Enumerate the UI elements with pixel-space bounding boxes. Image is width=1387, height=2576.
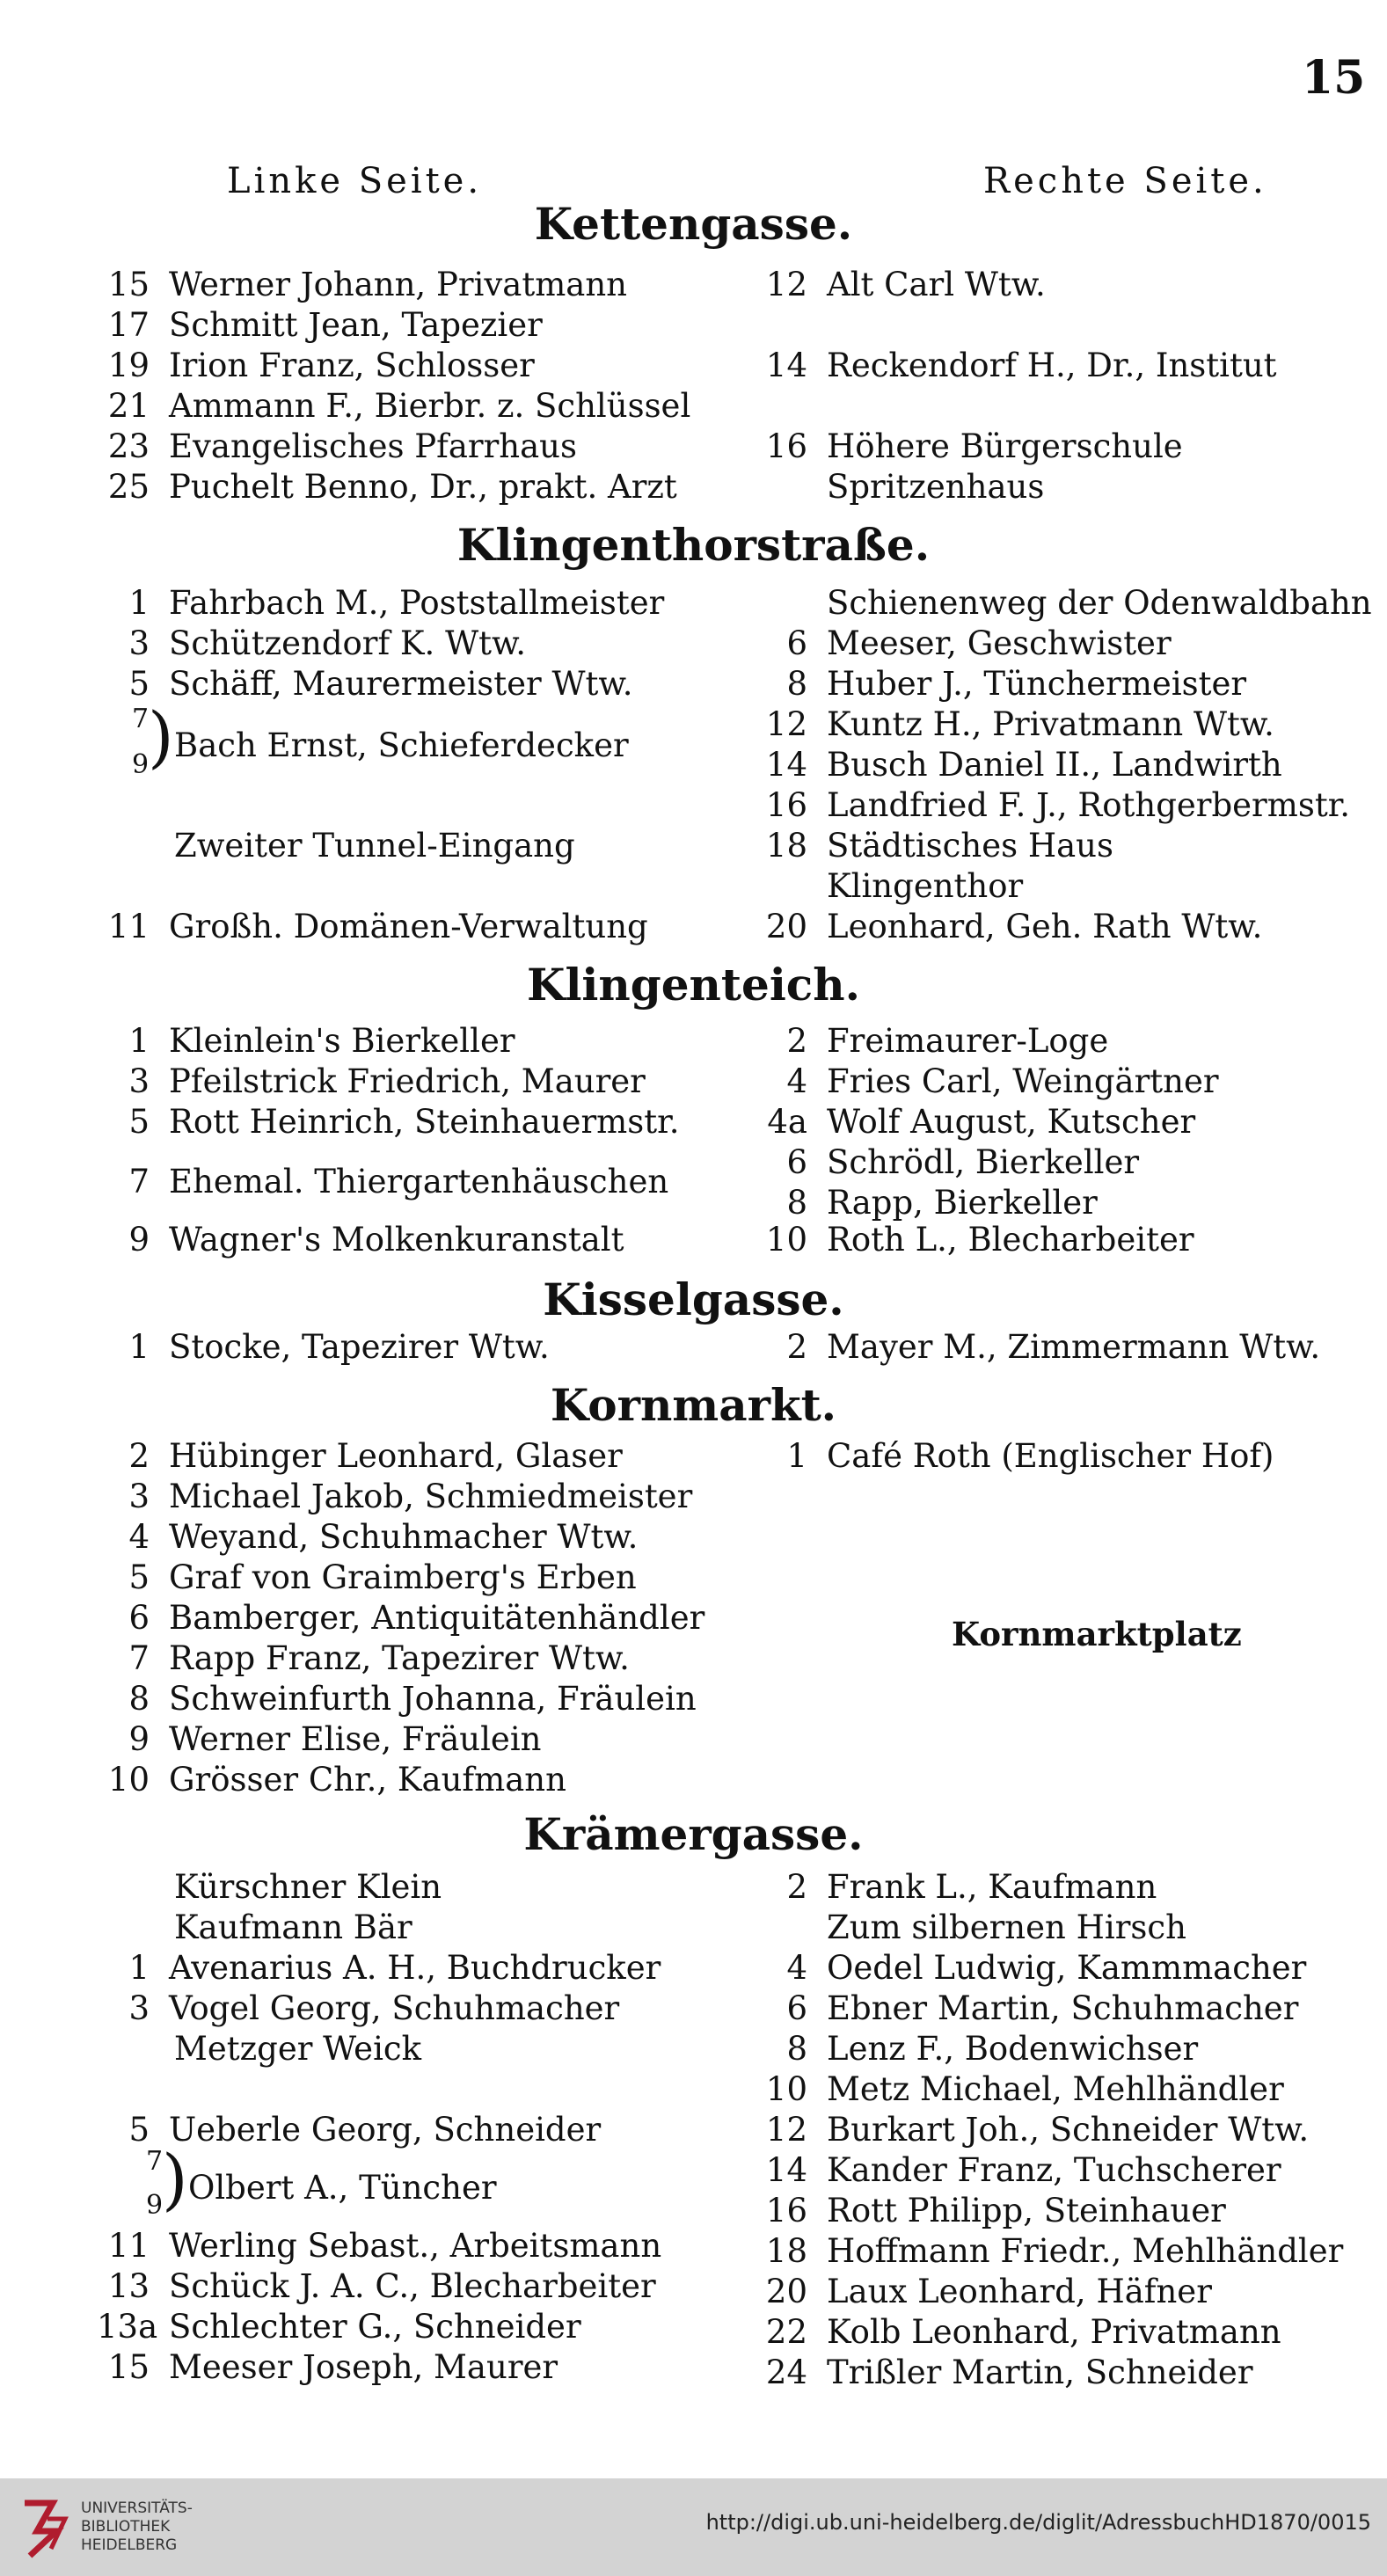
resident: Landfried F. J., Rothgerbermstr. [827, 786, 1351, 824]
resident: Puchelt Benno, Dr., prakt. Arzt [169, 468, 677, 506]
house-number: 6 [786, 1989, 807, 2027]
resident: Schienenweg der Odenwaldbahn [827, 584, 1372, 622]
resident: Irion Franz, Schlosser [169, 347, 535, 384]
house-number: 5 [128, 2111, 150, 2149]
entry-row [97, 1062, 646, 1100]
logo-line: HEIDELBERG [81, 2536, 178, 2554]
section-title-klingenteich: Klingenteich. [526, 959, 861, 1011]
resident: Leonhard, Geh. Rath Wtw. [827, 908, 1263, 945]
house-number: 5 [128, 1103, 150, 1141]
resident: Lenz F., Bodenwichser [827, 2030, 1199, 2068]
house-number: 11 [107, 2227, 150, 2265]
resident: Rapp, Bierkeller [827, 1184, 1098, 1222]
logo-line: UNIVERSITÄTS- [81, 2499, 193, 2517]
resident: Wolf August, Kutscher [827, 1103, 1196, 1141]
entry-row [97, 1761, 566, 1799]
entry-row [97, 347, 535, 384]
resident: Ebner Martin, Schuhmacher [827, 1989, 1299, 2027]
house-number: 25 [107, 468, 150, 506]
entry-row [97, 1163, 668, 1200]
resident: Klingenthor [827, 867, 1024, 905]
entry-row [755, 1103, 1195, 1141]
resident: Bach Ernst, Schieferdecker [174, 726, 629, 764]
resident: Metz Michael, Mehlhändler [827, 2070, 1284, 2108]
resident: Fries Carl, Weingärtner [827, 1062, 1219, 1100]
house-number: 4a [767, 1103, 807, 1141]
house-number: 3 [128, 1062, 150, 1100]
entry-row [755, 2151, 1281, 2189]
house-number: 1 [128, 1022, 150, 1060]
house-number: 15 [107, 266, 150, 303]
resident: Meeser Joseph, Maurer [169, 2348, 558, 2386]
house-number: 3 [128, 624, 150, 662]
house-number: 1 [128, 1328, 150, 1366]
house-number: 13 [107, 2267, 150, 2305]
resident: Hübinger Leonhard, Glaser [169, 1437, 623, 1475]
entry-row [755, 624, 1172, 662]
left-side-header: Linke Seite. [227, 161, 483, 201]
entry-row [755, 867, 1023, 905]
bracket-number: 9 [132, 749, 150, 780]
entry-row [755, 584, 1372, 622]
resident: Graf von Graimberg's Erben [169, 1558, 637, 1596]
house-number: 5 [128, 665, 150, 703]
bracket-number: 7 [146, 2146, 164, 2177]
entry-row [755, 2353, 1253, 2391]
entry-row [97, 2308, 581, 2346]
resident: Busch Daniel II., Landwirth [827, 746, 1282, 784]
house-number: 8 [786, 1184, 807, 1222]
resident: Weyand, Schuhmacher Wtw. [169, 1518, 639, 1556]
resident: Städtisches Haus [827, 827, 1113, 865]
resident: Meeser, Geschwister [827, 624, 1172, 662]
entry-row [97, 1680, 697, 1718]
house-number: 23 [107, 427, 150, 465]
entry-row [755, 1143, 1139, 1181]
entry-row [755, 1949, 1306, 1987]
entry-row [755, 746, 1282, 784]
entry-row [97, 1949, 661, 1987]
house-number: 8 [128, 1680, 150, 1718]
entry-row [755, 347, 1277, 384]
resident: Huber J., Tünchermeister [827, 665, 1247, 703]
resident: Kander Franz, Tuchscherer [827, 2151, 1281, 2189]
house-number: 20 [765, 908, 807, 945]
resident: Mayer M., Zimmermann Wtw. [827, 1328, 1321, 1366]
house-number: 22 [765, 2313, 807, 2351]
resident: Kleinlein's Bierkeller [169, 1022, 515, 1060]
house-number: 8 [786, 2030, 807, 2068]
resident: Schück J. A. C., Blecharbeiter [169, 2267, 656, 2305]
resident: Rapp Franz, Tapezirer Wtw. [169, 1639, 630, 1677]
entry-row [97, 2348, 558, 2386]
resident: Vogel Georg, Schuhmacher [169, 1989, 620, 2027]
house-number: 12 [765, 705, 807, 743]
resident: Frank L., Kaufmann [827, 1868, 1157, 1906]
resident: Bamberger, Antiquitätenhändler [169, 1599, 705, 1637]
entry-row [97, 2227, 661, 2265]
resident: Ammann F., Bierbr. z. Schlüssel [169, 387, 691, 425]
house-number: 14 [765, 2151, 807, 2189]
resident: Alt Carl Wtw. [827, 266, 1046, 303]
resident: Spritzenhaus [827, 468, 1045, 506]
entry-row [97, 1599, 704, 1637]
entry-row [97, 1518, 638, 1556]
house-number: 7 [128, 1163, 150, 1200]
resident: Rott Heinrich, Steinhauermstr. [169, 1103, 680, 1141]
resident: Schlechter G., Schneider [169, 2308, 581, 2346]
section-title-kraemergasse: Krämergasse. [523, 1808, 864, 1860]
house-number: 7 [128, 1639, 150, 1677]
house-number: 12 [765, 2111, 807, 2149]
entry-row [97, 1639, 630, 1677]
house-number: 2 [128, 1437, 150, 1475]
entry-row [755, 908, 1262, 945]
entry-row [97, 584, 664, 622]
resident: Kaufmann Bär [174, 1908, 412, 1946]
house-number: 4 [786, 1949, 807, 1987]
library-logo-icon [18, 2492, 72, 2563]
section-title-kettengasse: Kettengasse. [534, 198, 853, 250]
resident: Pfeilstrick Friedrich, Maurer [169, 1062, 646, 1100]
entry-row [755, 2232, 1343, 2270]
entry-row [97, 1437, 623, 1475]
logo-line: BIBLIOTHEK [81, 2518, 171, 2536]
section-title-klingenthorstrasse: Klingenthorstraße. [456, 519, 931, 571]
house-number: 3 [128, 1989, 150, 2027]
entry-row [97, 1989, 619, 2027]
entry-row [97, 1328, 550, 1366]
house-number: 5 [128, 1558, 150, 1596]
entry-row [97, 1221, 624, 1259]
brace: ) [162, 2140, 188, 2218]
entry-row [755, 827, 1113, 865]
entry-row [755, 1184, 1098, 1222]
house-number: 18 [765, 827, 807, 865]
kornmarktplatz-note: Kornmarktplatz [952, 1615, 1242, 1653]
entry-row [755, 665, 1246, 703]
house-number: 17 [107, 306, 150, 344]
house-number: 6 [128, 1599, 150, 1637]
house-number: 6 [786, 1143, 807, 1181]
house-number: 3 [128, 1478, 150, 1515]
entry-row [97, 2267, 656, 2305]
house-number: 14 [765, 347, 807, 384]
house-number: 16 [765, 786, 807, 824]
resident: Kolb Leonhard, Privatmann [827, 2313, 1281, 2351]
entry-row [97, 387, 690, 425]
entry-row [97, 1558, 637, 1596]
entry-row [755, 1221, 1194, 1259]
resident: Hoffmann Friedr., Mehlhändler [827, 2232, 1344, 2270]
library-logo-text [81, 2499, 193, 2555]
house-number: 20 [765, 2273, 807, 2310]
house-number: 18 [765, 2232, 807, 2270]
entry-row [97, 266, 627, 303]
entry-row [97, 1478, 692, 1515]
entry-row [755, 2313, 1281, 2351]
house-number: 1 [128, 584, 150, 622]
entry-row [97, 306, 543, 344]
section-title-kisselgasse: Kisselgasse. [543, 1273, 844, 1325]
entry-row [755, 266, 1046, 303]
resident: Kuntz H., Privatmann Wtw. [827, 705, 1274, 743]
house-number: 1 [786, 1437, 807, 1475]
resident: Avenarius A. H., Buchdrucker [169, 1949, 661, 1987]
house-number: 24 [765, 2353, 807, 2391]
resident: Schrödl, Bierkeller [827, 1143, 1140, 1181]
resident: Laux Leonhard, Häfner [827, 2273, 1212, 2310]
resident: Reckendorf H., Dr., Institut [827, 347, 1277, 384]
resident: Metzger Weick [174, 2030, 422, 2068]
house-number: 19 [107, 347, 150, 384]
house-number: 10 [107, 1761, 150, 1799]
resident: Kürschner Klein [174, 1868, 442, 1906]
resident: Schützendorf K. Wtw. [169, 624, 527, 662]
house-number: 10 [765, 2070, 807, 2108]
bracket-number: 7 [132, 704, 150, 734]
resident: Oedel Ludwig, Kammmacher [827, 1949, 1307, 1987]
house-number: 16 [765, 2192, 807, 2229]
house-number: 4 [128, 1518, 150, 1556]
entry-row [755, 2030, 1198, 2068]
resident: Ueberle Georg, Schneider [169, 2111, 602, 2149]
entry-row [755, 2111, 1309, 2149]
entry-row [755, 2192, 1226, 2229]
resident: Zum silbernen Hirsch [827, 1908, 1186, 1946]
house-number: 9 [128, 1221, 150, 1259]
house-number: 21 [107, 387, 150, 425]
resident: Werling Sebast., Arbeitsmann [169, 2227, 662, 2265]
resident: Roth L., Blecharbeiter [827, 1221, 1194, 1259]
entry-row [97, 427, 577, 465]
entry-row [755, 2273, 1212, 2310]
entry-row [755, 1908, 1186, 1946]
resident: Burkart Joh., Schneider Wtw. [827, 2111, 1310, 2149]
entry-row [755, 1328, 1320, 1366]
resident: Stocke, Tapezirer Wtw. [169, 1328, 550, 1366]
entry-row [97, 1022, 515, 1060]
house-number: 15 [107, 2348, 150, 2386]
resident: Evangelisches Pfarrhaus [169, 427, 577, 465]
house-number: 4 [786, 1062, 807, 1100]
entry-row [755, 705, 1274, 743]
entry-row [97, 1720, 542, 1758]
resident: Café Roth (Englischer Hof) [827, 1437, 1274, 1475]
house-number: 10 [765, 1221, 807, 1259]
resident: Freimaurer-Loge [827, 1022, 1109, 1060]
entry-row [755, 427, 1183, 465]
house-number: 8 [786, 665, 807, 703]
resident: Großh. Domänen-Verwaltung [169, 908, 648, 945]
resident: Zweiter Tunnel-Eingang [174, 827, 575, 865]
entry-row [755, 2070, 1284, 2108]
resident: Werner Elise, Fräulein [169, 1720, 542, 1758]
house-number: 6 [786, 624, 807, 662]
entry-row [755, 1022, 1108, 1060]
entry-row [755, 468, 1044, 506]
entry-row [97, 908, 648, 945]
resident: Schweinfurth Johanna, Fräulein [169, 1680, 697, 1718]
resident: Michael Jakob, Schmiedmeister [169, 1478, 693, 1515]
resident: Olbert A., Tüncher [188, 2169, 497, 2207]
resident: Schmitt Jean, Tapezier [169, 306, 543, 344]
house-number: 1 [128, 1949, 150, 1987]
resident: Werner Johann, Privatmann [169, 266, 627, 303]
resident: Rott Philipp, Steinhauer [827, 2192, 1226, 2229]
brace: ) [148, 697, 174, 776]
right-side-header: Rechte Seite. [983, 161, 1267, 201]
resident: Wagner's Molkenkuranstalt [169, 1221, 624, 1259]
house-number: 12 [765, 266, 807, 303]
entry-row [755, 1868, 1157, 1906]
page-number: 15 [1302, 51, 1366, 105]
resident: Schäff, Maurermeister Wtw. [169, 665, 633, 703]
bracket-number: 9 [146, 2190, 164, 2221]
entry-row [755, 1437, 1274, 1475]
resident: Trißler Martin, Schneider [827, 2353, 1253, 2391]
entry-row [755, 786, 1350, 824]
section-title-kornmarkt: Kornmarkt. [550, 1379, 837, 1431]
house-number: 16 [765, 427, 807, 465]
house-number: 11 [107, 908, 150, 945]
resident: Grösser Chr., Kaufmann [169, 1761, 566, 1799]
house-number: 9 [128, 1720, 150, 1758]
house-number: 2 [786, 1868, 807, 1906]
house-number: 2 [786, 1022, 807, 1060]
footer-bar [0, 2478, 1387, 2576]
entry-row [97, 1103, 679, 1141]
entry-row [97, 624, 526, 662]
resident: Fahrbach M., Poststallmeister [169, 584, 665, 622]
entry-row [97, 468, 677, 506]
entry-row [755, 1062, 1219, 1100]
house-number: 14 [765, 746, 807, 784]
entry-row [97, 665, 632, 703]
house-number: 2 [786, 1328, 807, 1366]
resident: Ehemal. Thiergartenhäuschen [169, 1163, 669, 1200]
entry-row [755, 1989, 1298, 2027]
source-url-link[interactable]: http://digi.ub.uni-heidelberg.de/diglit/AdressbuchHD1870/0015 [705, 2510, 1371, 2535]
house-number: 13a [97, 2308, 158, 2346]
resident: Höhere Bürgerschule [827, 427, 1183, 465]
